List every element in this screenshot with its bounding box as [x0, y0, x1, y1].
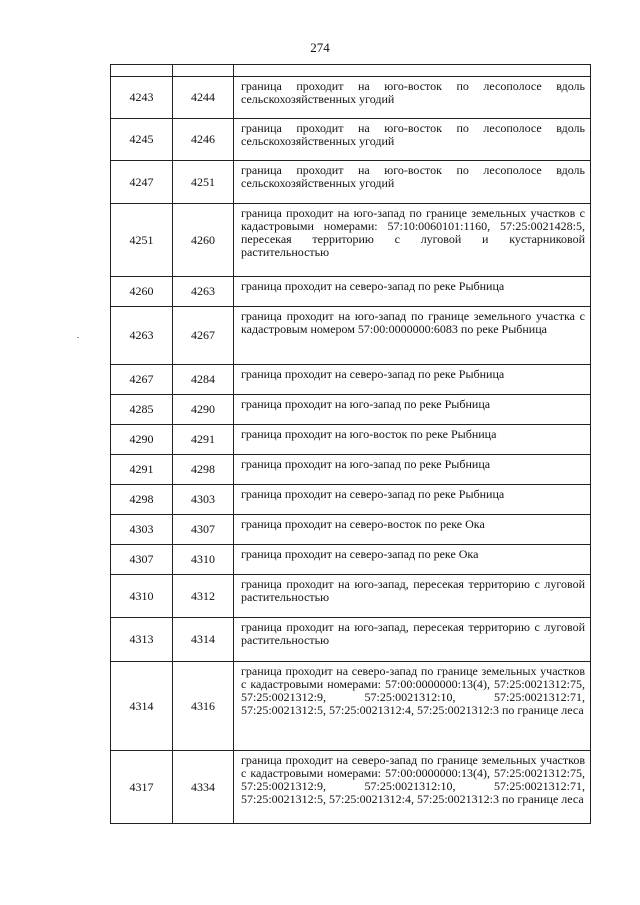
- header-cell-from: [111, 65, 173, 77]
- description-cell: граница проходит на северо-восток по реке Ока: [234, 515, 591, 545]
- point-to-cell: 4298: [173, 455, 234, 485]
- table-row: [111, 395, 591, 425]
- description-cell: граница проходит на северо-запад по границе земельных участков с кадастровыми номерами: 57:00:0000000:13(4), 57:25:0021312:75, 57:25:0021312:9, 57:25:0021312:10, 57:25:0021312:71, 57:25:0021312:5, 57:25:0021312:4, 57:25:0021312:3 по границе леса: [234, 751, 591, 824]
- table-row: [111, 425, 591, 455]
- table-row: [111, 485, 591, 515]
- table-row: [111, 455, 591, 485]
- description-cell: граница проходит на юго-запад по реке Рыбница: [234, 455, 591, 485]
- table-row: [111, 575, 591, 618]
- table-row: [111, 662, 591, 751]
- point-from-cell: 4245: [111, 119, 173, 161]
- point-from-cell: 4314: [111, 662, 173, 751]
- point-from-cell: 4291: [111, 455, 173, 485]
- point-from-cell: 4267: [111, 365, 173, 395]
- point-to-cell: 4260: [173, 204, 234, 277]
- point-to-cell: 4263: [173, 277, 234, 307]
- point-from-cell: 4260: [111, 277, 173, 307]
- point-to-cell: 4290: [173, 395, 234, 425]
- table-row: [111, 751, 591, 824]
- table-row: [111, 545, 591, 575]
- scan-mark: [77, 337, 79, 338]
- point-to-cell: 4303: [173, 485, 234, 515]
- table-row: [111, 618, 591, 662]
- description-cell: граница проходит на юго-запад, пересекая территорию с луговой растительностью: [234, 618, 591, 662]
- point-to-cell: 4316: [173, 662, 234, 751]
- point-to-cell: 4310: [173, 545, 234, 575]
- description-cell: граница проходит на юго-запад по границе земельного участка с кадастровым номером 57:00:0000000:6083 по реке Рыбница: [234, 307, 591, 365]
- point-from-cell: 4251: [111, 204, 173, 277]
- point-to-cell: 4314: [173, 618, 234, 662]
- table-row: [111, 77, 591, 119]
- table-row: [111, 204, 591, 277]
- description-cell: граница проходит на юго-запад по реке Рыбница: [234, 395, 591, 425]
- page-number: 274: [310, 40, 330, 55]
- point-from-cell: 4303: [111, 515, 173, 545]
- description-cell: граница проходит на юго-запад по границе земельных участков с кадастровыми номерами: 57:10:0060101:1160, 57:25:0021428:5, пересекая территорию с луговой и кустарниковой растительностью: [234, 204, 591, 277]
- table-header-row: [111, 65, 591, 77]
- table-body: [111, 65, 591, 824]
- boundary-description-table: [110, 64, 591, 824]
- point-to-cell: 4267: [173, 307, 234, 365]
- description-cell: граница проходит на северо-запад по реке Ока: [234, 545, 591, 575]
- description-cell: граница проходит на северо-запад по реке Рыбница: [234, 485, 591, 515]
- point-from-cell: 4313: [111, 618, 173, 662]
- table-row: [111, 161, 591, 204]
- description-cell: граница проходит на юго-восток по лесополосе вдоль сельскохозяйственных угодий: [234, 161, 591, 204]
- point-to-cell: 4291: [173, 425, 234, 455]
- point-to-cell: 4244: [173, 77, 234, 119]
- table-row: [111, 515, 591, 545]
- table-row: [111, 307, 591, 365]
- point-to-cell: 4334: [173, 751, 234, 824]
- point-from-cell: 4243: [111, 77, 173, 119]
- point-from-cell: 4285: [111, 395, 173, 425]
- description-cell: граница проходит на юго-восток по лесополосе вдоль сельскохозяйственных угодий: [234, 77, 591, 119]
- table-row: [111, 119, 591, 161]
- point-from-cell: 4290: [111, 425, 173, 455]
- description-cell: граница проходит на юго-восток по реке Рыбница: [234, 425, 591, 455]
- point-from-cell: 4310: [111, 575, 173, 618]
- description-cell: граница проходит на северо-запад по границе земельных участков с кадастровыми номерами: 57:00:0000000:13(4), 57:25:0021312:75, 57:25:0021312:9, 57:25:0021312:10, 57:25:0021312:71, 57:25:0021312:5, 57:25:0021312:4, 57:25:0021312:3 по границе леса: [234, 662, 591, 751]
- point-from-cell: 4317: [111, 751, 173, 824]
- point-to-cell: 4246: [173, 119, 234, 161]
- point-to-cell: 4312: [173, 575, 234, 618]
- description-cell: граница проходит на северо-запад по реке Рыбница: [234, 277, 591, 307]
- description-cell: граница проходит на северо-запад по реке Рыбница: [234, 365, 591, 395]
- description-cell: граница проходит на юго-запад, пересекая территорию с луговой растительностью: [234, 575, 591, 618]
- point-to-cell: 4284: [173, 365, 234, 395]
- point-to-cell: 4251: [173, 161, 234, 204]
- description-cell: граница проходит на юго-восток по лесополосе вдоль сельскохозяйственных угодий: [234, 119, 591, 161]
- point-to-cell: 4307: [173, 515, 234, 545]
- point-from-cell: 4298: [111, 485, 173, 515]
- header-cell-description: [234, 65, 591, 77]
- point-from-cell: 4263: [111, 307, 173, 365]
- point-from-cell: 4307: [111, 545, 173, 575]
- table-row: [111, 277, 591, 307]
- table-row: [111, 365, 591, 395]
- header-cell-to: [173, 65, 234, 77]
- point-from-cell: 4247: [111, 161, 173, 204]
